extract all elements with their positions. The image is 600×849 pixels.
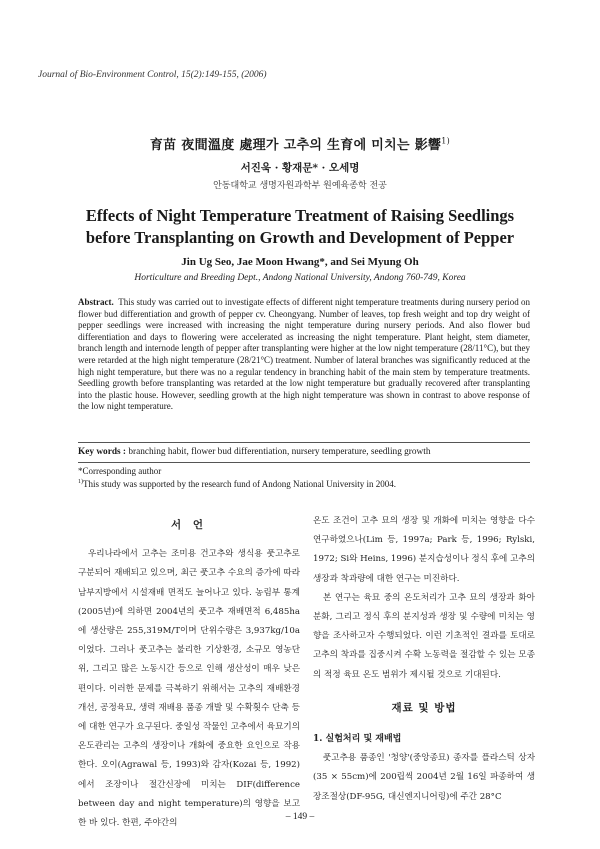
divider-bottom (78, 462, 530, 463)
funding-note (78, 477, 530, 490)
korean-title-text: 育苗 夜間溫度 處理가 고추의 生育에 미치는 影響 (149, 138, 442, 153)
funding-footnote-marker: 1) (78, 479, 83, 485)
english-authors: Jin Ug Seo, Jae Moon Hwang*, and Sei Myung Oh (181, 256, 419, 268)
methods-paragraph-1: 풋고추용 품종인 '청양'(중앙종묘) 종자를 플라스틱 상자(35 × 55cm)에 200립씩 2004년 2월 16일 파종하여 생장조절상(DF-95G, 대신엔지니어링)에 주간 28°C (313, 753, 535, 802)
intro-paragraph-2: 본 연구는 육묘 중의 온도처리가 고추 묘의 생장과 화아분화, 그리고 정식 후의 분지성과 생장 및 수량에 미치는 영향을 조사하고자 수행되었다. 이런 기초적인 결과를 토대로 고추의 착과를 집중시켜 수확 노동력을 절감할 수 있는 모종의 적정 육묘 온도 범위가 제시될 것으로 기대된다. (313, 592, 535, 680)
footnotes (78, 466, 530, 490)
left-column (78, 512, 300, 833)
korean-title (0, 134, 600, 153)
corresponding-author-note: *Corresponding author (78, 466, 162, 476)
intro-paragraph-1-continued: 온도 조건이 고추 묘의 생장 및 개화에 미치는 영향을 다수 연구하였으나(Lim 등, 1997a; Park 등, 1996; Rylski, 1972; Si와 Heins, 1996) 분지습성이나 정식 후에 고추의 생장과 착과량에 대한 연구는 미진하다. (313, 516, 535, 584)
journal-citation: Journal of Bio-Environment Control, 15(2):149-155, (2006) (38, 70, 267, 80)
keywords-text: branching habit, flower bud differentiation, nursery temperature, seedling growth (128, 447, 431, 457)
funding-note-text: This study was supported by the research fund of Andong National University in 2004. (83, 479, 396, 489)
abstract-text: This study was carried out to investigate effects of different night temperature treatments during nursery period on flower bud differentiation and growth of pepper cv. Cheongyang. Number of leaves, top fresh weight and top dry weight of pepper seedlings were increased with increasing the night temperature during nursery periods. And also flower bud differentiation and days to flowering were accelerated as increasing the night temperature. Plant height, stem diameter, branch length and internode length of pepper after transplanting were higher at the low night temperature (28/11°C), but they were retarded at the high night temperature (28/21°C) treatment. Number of lateral branches was significantly reduced at the high night temperature, but there was no a regular tendency in branching habit of the main stem by temperature treatments. Seedling growth before transplanting was retarded at the low night temperature but gradually recovered after transplanting into the plastic house. However, seedling growth at the high night temperature was shown in contrast to above response of the low night temperature. (78, 297, 531, 412)
english-title-line2: before Transplanting on Growth and Development of Pepper (85, 228, 515, 247)
divider-top (78, 442, 530, 443)
english-title (0, 205, 600, 249)
intro-heading: 서 언 (171, 519, 207, 531)
english-title-line1: Effects of Night Temperature Treatment of Raising Seedlings (85, 206, 515, 225)
page-number: – 149 – (285, 812, 315, 822)
abstract (78, 297, 530, 413)
right-column (313, 512, 535, 807)
keywords-label: Key words : (78, 447, 127, 457)
korean-authors: 서진욱 · 황재문* · 오세명 (240, 162, 360, 174)
abstract-label: Abstract. (78, 297, 114, 307)
keywords (78, 447, 530, 457)
methods-subheading: 1. 실험처리 및 재배법 (313, 734, 402, 745)
english-affiliation: Horticulture and Breeding Dept., Andong National University, Andong 760-749, Korea (134, 273, 466, 283)
title-footnote-marker: 1) (441, 136, 451, 146)
korean-affiliation: 안동대학교 생명자원과학부 원예육종학 전공 (213, 181, 387, 191)
intro-paragraph-1: 우리나라에서 고추는 조미용 건고추와 생식용 풋고추로 구분되어 재배되고 있으며, 최근 풋고추 수요의 증가에 따라 남부지방에서 시설재배 면적도 늘어나고 있다. 농림부 통계(2005년)에 의하면 2004년의 풋고추 재배면적 6,485ha에 생산량은 255,319M/T이며 단위수량은 3,937kg/10a이었다. 그러나 풋고추는 불리한 기상환경, 소규모 영농단위, 그리고 많은 노동시간 등으로 인해 생산성이 매우 낮은 편이다. 이러한 문제를 극복하기 위해서는 고추의 재배환경 개선, 공정육묘, 생력 재배용 품종 개발 및 수확횟수 단축 등에 대한 연구가 요구된다. 중일성 작물인 고추에서 육묘기의 온도관리는 고추의 생장이나 개화에 중요한 요인으로 작용한다. 오이(Agrawal 등, 1993)와 감자(Kozai 등, 1992)에서 조장이나 절간신장에 미치는 DIF(difference between day and night temperature)의 영향을 보고한 바 있다. 한편, 주야간의 (78, 549, 300, 829)
methods-heading: 재료 및 방법 (391, 701, 457, 714)
